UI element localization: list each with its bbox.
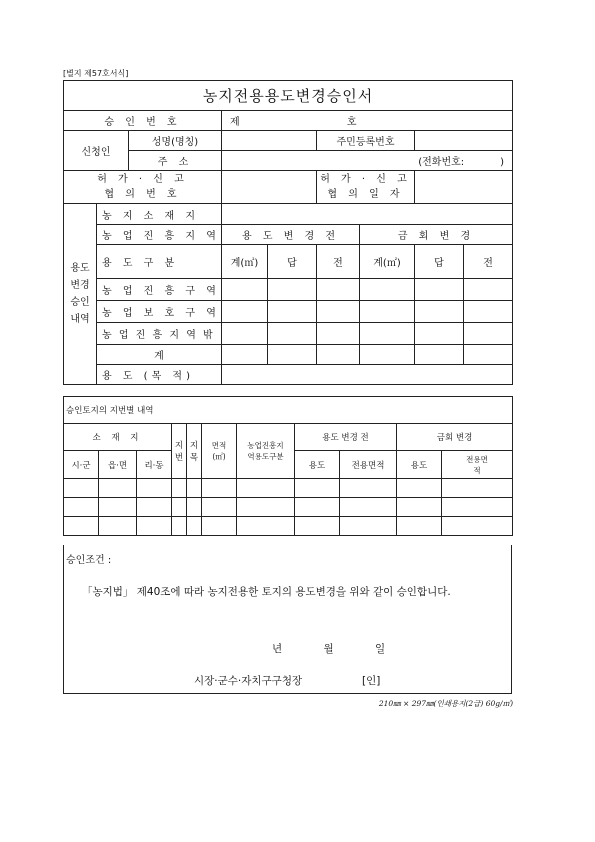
name-field[interactable]	[222, 131, 317, 151]
agri-promotion-area-label: 농 업 진 흥 구 역	[97, 279, 222, 301]
table-cell[interactable]	[415, 323, 464, 345]
land-category-header: 지목	[187, 424, 202, 479]
after-use-header: 용도	[397, 451, 442, 479]
approval-form-table	[63, 80, 513, 385]
address-field[interactable]	[222, 151, 513, 171]
permit-number-label	[64, 171, 222, 204]
phone-close: )	[500, 157, 505, 168]
table-cell[interactable]	[360, 279, 415, 301]
permit-date-label-line2: 협 의 일 자	[327, 189, 404, 200]
farmland-location-label: 농 지 소 재 지	[97, 204, 222, 225]
table-cell[interactable]	[64, 479, 99, 498]
address-label: 주 소	[129, 151, 222, 171]
table-cell[interactable]	[295, 498, 340, 517]
parcel-section-header: 승인토지의 지번별 내역	[64, 397, 513, 424]
table-cell[interactable]	[415, 345, 464, 365]
table-cell[interactable]	[415, 279, 464, 301]
location-header: 소 재 지	[64, 424, 172, 451]
table-cell[interactable]	[397, 479, 442, 498]
before-change-header: 용 도 변 경 전	[222, 225, 360, 245]
table-cell[interactable]	[464, 323, 513, 345]
table-cell[interactable]	[172, 517, 187, 536]
table-cell[interactable]	[295, 479, 340, 498]
table-row	[64, 517, 513, 536]
approval-statement: 「농지법」 제40조에 따라 농지전용한 토지의 용도변경을 위와 같이 승인합니다.	[82, 586, 451, 598]
usage-purpose-label: 용 도 (목 적)	[97, 365, 222, 385]
parcel-detail-table	[63, 396, 513, 536]
zone-use-class-line2: 역용도구분	[247, 452, 284, 461]
seal-mark: [인]	[362, 675, 381, 687]
table-cell[interactable]	[295, 517, 340, 536]
zone-use-class-header	[237, 424, 295, 479]
parcel-before-change-header: 용도 변경 전	[295, 424, 397, 451]
table-cell[interactable]	[317, 323, 360, 345]
table-row	[64, 498, 513, 517]
table-cell[interactable]	[202, 517, 237, 536]
paper-spec: 210㎜ × 297㎜(인쇄용지(2급) 60g/㎡)	[378, 699, 513, 708]
table-cell[interactable]	[397, 498, 442, 517]
table-cell[interactable]	[340, 498, 397, 517]
form-number-label: [별지 제57호서식]	[63, 69, 129, 78]
after-converted-area-line1: 전용면	[466, 454, 488, 464]
permit-number-label-line1: 허 가 · 신 고	[97, 174, 188, 185]
after-field-header: 전	[464, 245, 513, 279]
approval-number-prefix: 제	[230, 117, 240, 128]
before-converted-area-header: 전용면적	[340, 451, 397, 479]
table-cell[interactable]	[99, 498, 137, 517]
table-cell[interactable]	[340, 517, 397, 536]
permit-number-field[interactable]	[222, 171, 317, 204]
area-header-line2: (㎡)	[212, 452, 226, 461]
area-header	[202, 424, 237, 479]
table-cell[interactable]	[187, 517, 202, 536]
phone-label: (전화번호:	[418, 157, 465, 168]
table-cell[interactable]	[99, 517, 137, 536]
table-cell[interactable]	[237, 479, 295, 498]
zone-use-class-line1: 농업진흥지	[247, 441, 284, 450]
table-cell[interactable]	[397, 517, 442, 536]
table-cell[interactable]	[237, 517, 295, 536]
table-cell[interactable]	[268, 323, 317, 345]
table-cell[interactable]	[222, 301, 268, 323]
after-converted-area-header	[442, 451, 513, 479]
eupmyeon-header: 읍·면	[99, 451, 137, 479]
table-cell[interactable]	[464, 301, 513, 323]
applicant-label: 신청인	[64, 131, 129, 171]
table-cell[interactable]	[187, 479, 202, 498]
table-cell[interactable]	[202, 498, 237, 517]
table-cell[interactable]	[268, 279, 317, 301]
permit-number-label-line2: 협 의 번 호	[104, 189, 181, 200]
ridong-header: 리·동	[137, 451, 172, 479]
signatory-title: 시장·군수·자치구구청장	[194, 675, 303, 687]
table-cell[interactable]	[464, 345, 513, 365]
approval-number-suffix: 호	[346, 117, 357, 128]
before-field-header: 전	[317, 245, 360, 279]
area-header-line1: 면적	[211, 441, 227, 450]
permit-date-label	[317, 171, 415, 204]
table-cell[interactable]	[360, 345, 415, 365]
table-cell[interactable]	[202, 479, 237, 498]
after-converted-area-line2: 적	[473, 465, 481, 475]
table-cell[interactable]	[237, 498, 295, 517]
table-cell[interactable]	[317, 345, 360, 365]
usage-purpose-field[interactable]	[222, 365, 513, 385]
table-cell[interactable]	[64, 498, 99, 517]
before-use-header: 용도	[295, 451, 340, 479]
table-cell[interactable]	[137, 479, 172, 498]
farmland-location-field[interactable]	[222, 204, 513, 225]
table-cell[interactable]	[442, 479, 513, 498]
table-cell[interactable]	[442, 498, 513, 517]
table-cell[interactable]	[442, 517, 513, 536]
use-class-label: 용 도 구 분	[97, 245, 222, 279]
table-cell[interactable]	[137, 498, 172, 517]
table-cell[interactable]	[317, 279, 360, 301]
table-cell[interactable]	[317, 301, 360, 323]
table-cell[interactable]	[268, 301, 317, 323]
table-cell[interactable]	[360, 323, 415, 345]
approval-number-label: 승 인 번 호	[64, 111, 222, 131]
table-cell[interactable]	[222, 323, 268, 345]
permit-date-label-line1: 허 가 · 신 고	[320, 174, 411, 185]
use-change-section-label: 용도변경승인내역	[64, 204, 97, 385]
table-cell[interactable]	[99, 479, 137, 498]
this-change-header: 금 회 변 경	[360, 225, 513, 245]
table-cell[interactable]	[464, 279, 513, 301]
table-cell[interactable]	[172, 479, 187, 498]
after-paddy-header: 답	[415, 245, 464, 279]
lot-number-header: 지번	[172, 424, 187, 479]
total-label: 계	[97, 345, 222, 365]
table-cell[interactable]	[64, 517, 99, 536]
table-cell[interactable]	[268, 345, 317, 365]
table-cell[interactable]	[172, 498, 187, 517]
table-cell[interactable]	[222, 345, 268, 365]
approval-conditions-label: 승인조건 :	[66, 555, 112, 566]
form-title: 농지전용용도변경승인서	[64, 81, 513, 111]
before-area-header: 계(㎡)	[222, 245, 268, 279]
approval-number-field[interactable]	[222, 111, 513, 131]
parcel-this-change-header: 금회 변경	[397, 424, 513, 451]
table-cell[interactable]	[340, 479, 397, 498]
approval-date: 년 월 일	[272, 643, 386, 655]
sigun-header: 시·군	[64, 451, 99, 479]
name-label: 성명(명칭)	[129, 131, 222, 151]
table-cell[interactable]	[360, 301, 415, 323]
agri-zone-label: 농 업 진 흥 지 역	[97, 225, 222, 245]
outside-zone-label: 농 업 진 흥 지 역 밖	[97, 323, 222, 345]
before-paddy-header: 답	[268, 245, 317, 279]
table-cell[interactable]	[415, 301, 464, 323]
table-cell[interactable]	[187, 498, 202, 517]
after-area-header: 계(㎡)	[360, 245, 415, 279]
permit-date-field[interactable]	[415, 171, 513, 204]
table-cell[interactable]	[222, 279, 268, 301]
approval-statement-box	[63, 545, 512, 694]
table-cell[interactable]	[137, 517, 172, 536]
agri-protection-area-label: 농 업 보 호 구 역	[97, 301, 222, 323]
resident-number-field[interactable]	[415, 131, 513, 151]
table-row	[64, 479, 513, 498]
resident-number-label: 주민등록번호	[317, 131, 415, 151]
